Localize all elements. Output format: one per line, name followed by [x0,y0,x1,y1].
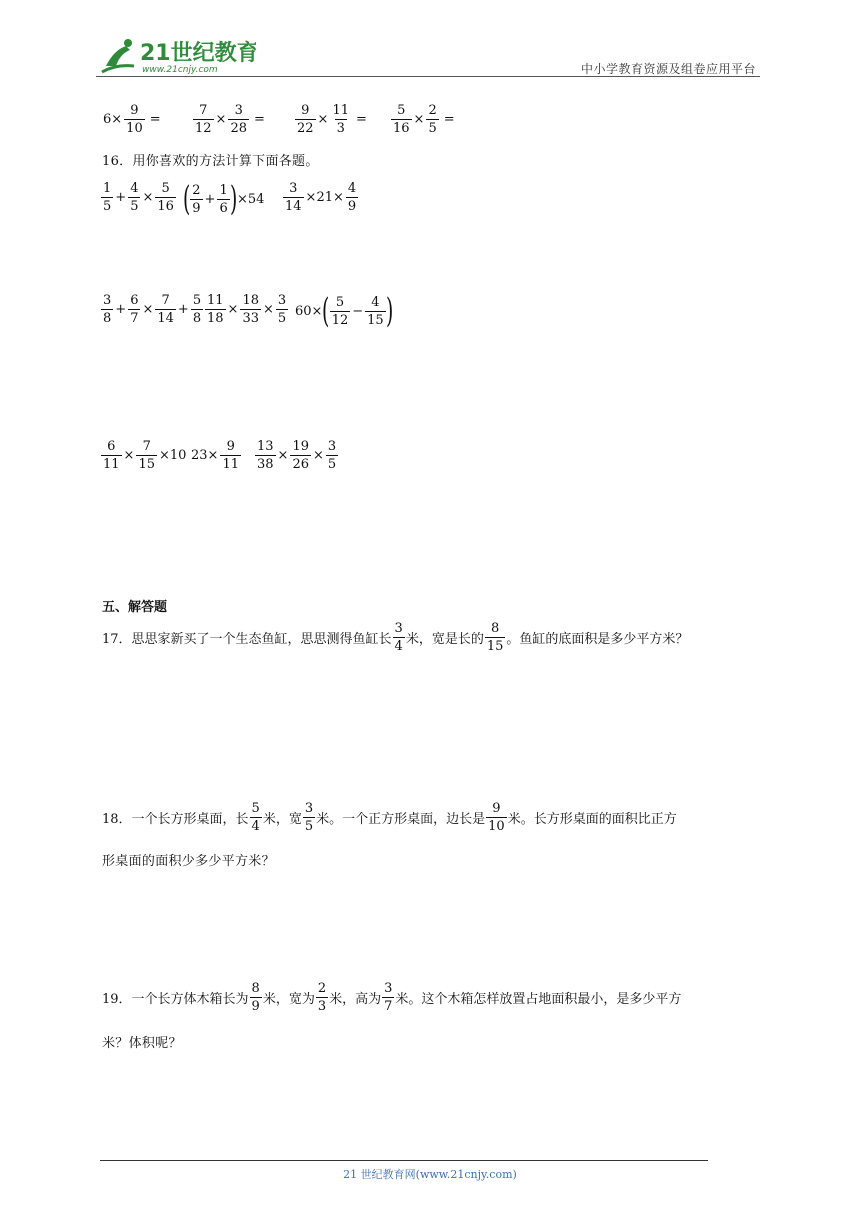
q16-expr-7: $\frac{6}{11}$ × $\frac{7}{15}$ ×10 [103,439,187,472]
expr-row15-3: $\frac{9}{22}$ × $\frac{11}{3}$ = [297,103,367,136]
footer-divider [100,1160,708,1161]
question-16-text: 16．用你喜欢的方法计算下面各题。 [102,154,319,169]
expr-row15-4: $\frac{5}{16}$ × $\frac{2}{5}$ = [393,103,455,136]
q16-expr-2: ( $\frac{2}{9}$ + $\frac{1}{6}$ ) ×54 [182,179,265,219]
q16-expr-6: 60× ( $\frac{5}{12}$ − $\frac{4}{15}$ ) [295,291,393,331]
expr-row15-1: 6× $\frac{9}{10}$ = [103,103,161,136]
footer-link[interactable]: 21 世纪教育网(www.21cnjy.com) [343,1168,517,1181]
q16-expr-4: $\frac{3}{8}$ + $\frac{6}{7}$ × $\frac{7}{14}$ + $\frac{5}{8}$ [103,293,202,326]
question-17: 17．思思家新买了一个生态鱼缸，思思测得鱼缸长 $\frac{3}{4}$ 米，宽是长的 $\frac{8}{15}$ 。鱼缸的底面积是多少平方米？ [102,621,689,654]
question-19-line2: 米？体积呢？ [102,1036,182,1051]
question-19: 19．一个长方体木箱长为 $\frac{8}{9}$ 米，宽为 $\frac{2}{3}$ 米，高为 $\frac{3}{7}$ 米。这个木箱怎样放置占地面积最小，是多少平方 [102,981,682,1014]
section-title: 五、解答题 [102,600,168,615]
q16-expr-1: $\frac{1}{5}$ + $\frac{4}{5}$ × $\frac{5}{16}$ [103,181,174,214]
runner-logo-icon [96,36,256,78]
q16-expr-5: $\frac{11}{18}$ × $\frac{18}{33}$ × $\frac{3}{5}$ [207,293,287,326]
logo-text: 21世纪教育 [140,41,256,66]
question-18-line2: 形桌面的面积少多少平方米？ [102,854,275,869]
site-logo [96,36,256,78]
question-18: 18．一个长方形桌面，长 $\frac{5}{4}$ 米，宽 $\frac{3}{5}$ 米。一个正方形桌面，边长是 $\frac{9}{10}$ 米。长方形桌面的面积比正方 [102,801,677,834]
q16-expr-8: 23× $\frac{9}{11}$ [191,439,239,472]
site-tagline: 中小学教育资源及组卷应用平台 [580,62,756,76]
header-divider [96,76,760,77]
expr-row15-2: $\frac{7}{12}$ × $\frac{3}{28}$ = [195,103,265,136]
logo-url: www.21cnjy.com [142,65,218,75]
q16-expr-3: $\frac{3}{14}$ ×21× $\frac{4}{9}$ [285,181,357,214]
q16-expr-9: $\frac{13}{38}$ × $\frac{19}{26}$ × $\frac{3}{5}$ [257,439,337,472]
